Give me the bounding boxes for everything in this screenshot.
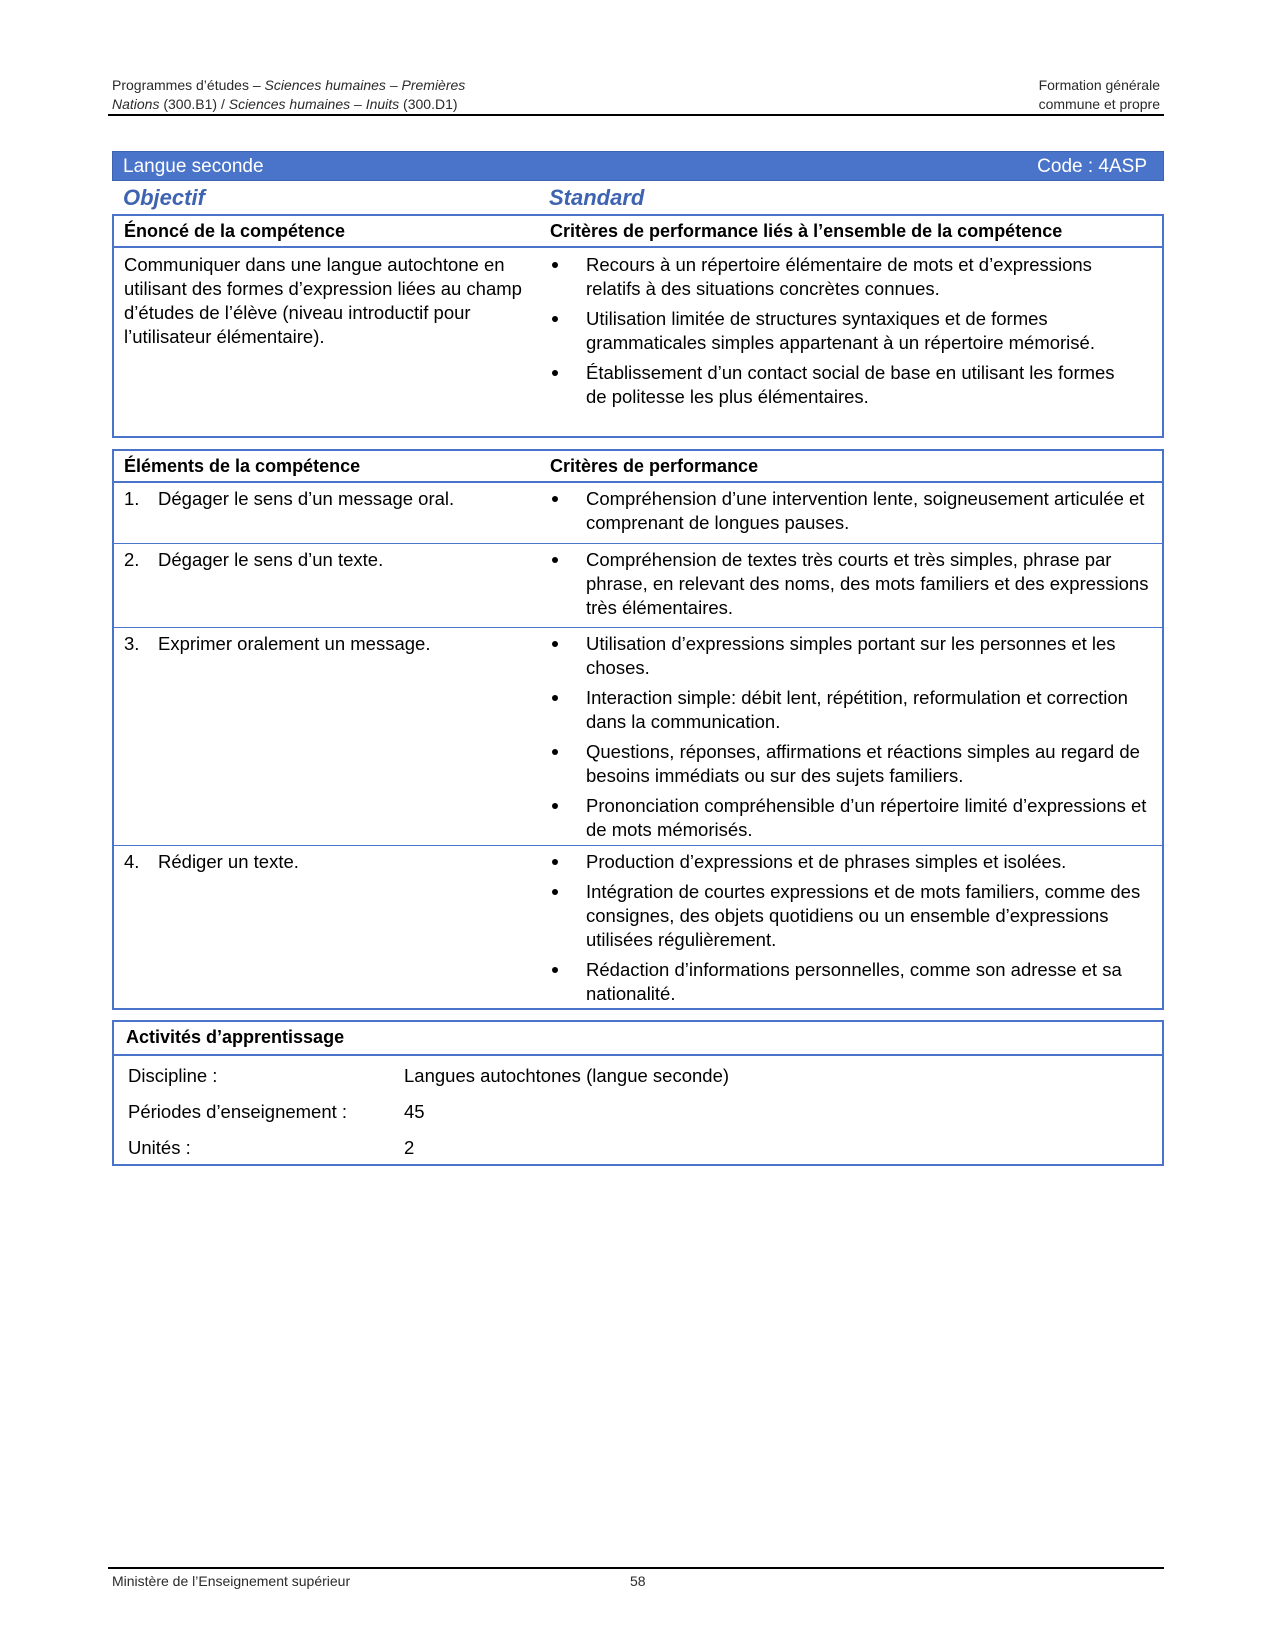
element-row-1: 1. Dégager le sens d’un message oral. Compréhension d’une intervention lente, soigneusement articulée et comprenant de longues pauses.: [114, 483, 1162, 543]
list-item: Compréhension d’une intervention lente, soigneusement articulée et comprenant de longues pauses.: [550, 487, 1150, 535]
bullet-icon: [552, 749, 558, 755]
list-item: Compréhension de textes très courts et très simples, phrase par phrase, en relevant des noms, des mots familiers et des expressions très élémentaires.: [550, 548, 1150, 620]
elements-header-row: [114, 451, 1162, 483]
page-number: 58: [630, 1573, 646, 1589]
list-item: Utilisation limitée de structures syntaxiques et de formes grammaticales simples appartenant à un répertoire mémorisé.: [550, 307, 1140, 355]
activity-row-periods: Périodes d’enseignement : 45: [128, 1101, 425, 1122]
bullet-icon: [552, 695, 558, 701]
list-item: Utilisation d’expressions simples portant sur les personnes et les choses.: [550, 632, 1150, 680]
list-item: Production d’expressions et de phrases simples et isolées.: [550, 850, 1150, 874]
header-right: Formation générale commune et propre: [1038, 77, 1160, 112]
bullet-icon: [552, 803, 558, 809]
criteria-list: [550, 632, 1150, 848]
elements-header: Éléments de la compétence: [124, 456, 361, 476]
bullet-icon: [552, 889, 558, 895]
bullet-icon: [552, 262, 558, 268]
page-footer: [108, 1567, 1164, 1589]
course-title: Langue seconde: [123, 156, 264, 177]
bullet-icon: [552, 967, 558, 973]
element-row-2: 2. Dégager le sens d’un texte. Compréhension de textes très courts et très simples, phrase par phrase, en relevant des noms, des mots familiers et des expressions très élémentaires.: [114, 543, 1162, 627]
page-header: [108, 76, 1164, 116]
bullet-icon: [552, 370, 558, 376]
element-text: Rédiger un texte.: [158, 851, 299, 872]
competence-criteria-list: [550, 253, 1140, 415]
criteria-list: [550, 850, 1150, 1012]
elements-box: [112, 449, 1164, 1010]
header-left: Programmes d’études – Sciences humaines – Premières Nations (300.B1) / Sciences humaines – Inuits (300.D1): [112, 77, 466, 112]
element-text: Dégager le sens d’un texte.: [158, 549, 384, 570]
activities-header: Activités d’apprentissage: [126, 1027, 345, 1047]
competence-header-row: [114, 216, 1162, 248]
elements-criteria-header: Critères de performance: [550, 456, 759, 476]
competence-statement: Communiquer dans une langue autochtone en utilisant des formes d’expression liées au champ d’études de l’élève (niveau introductif pour l’utilisateur élémentaire).: [124, 254, 522, 347]
element-text: Dégager le sens d’un message oral.: [158, 488, 455, 509]
competence-statement-header: Énoncé de la compétence: [124, 221, 346, 241]
list-item: Établissement d’un contact social de base en utilisant les formes de politesse les plus élémentaires.: [550, 361, 1140, 409]
bullet-icon: [552, 859, 558, 865]
bullet-icon: [552, 316, 558, 322]
element-row-3: 3. Exprimer oralement un message. Utilisation d’expressions simples portant sur les personnes et les choses. Interaction simple: débit lent, répétition, reformulation et correction dans la communication. Questions, réponses, affirmations et réactions simples au regard de besoins immédiats ou sur des sujets familiers. Prononciation compréhensible d’un répertoire limité d’expressions et de mots mémorisés.: [114, 627, 1162, 845]
list-item: Recours à un répertoire élémentaire de mots et d’expressions relatifs à des situations concrètes connues.: [550, 253, 1140, 301]
course-code: Code : 4ASP: [1037, 156, 1147, 177]
criteria-list: [550, 487, 1150, 541]
activities-header-row: [114, 1022, 1162, 1056]
bullet-icon: [552, 641, 558, 647]
standard-heading: Standard: [549, 185, 645, 210]
element-row-4: 4. Rédiger un texte. Production d’expressions et de phrases simples et isolées. Intégration de courtes expressions et de mots familiers, comme des consignes, des objets quotidiens ou un ensemble d’expressions utilisées régulièrement. Rédaction d’informations personnelles, comme son adresse et sa nationalité.: [114, 845, 1162, 1008]
list-item: Prononciation compréhensible d’un répertoire limité d’expressions et de mots mémorisés.: [550, 794, 1150, 842]
objectif-heading: Objectif: [123, 185, 205, 210]
element-text: Exprimer oralement un message.: [158, 633, 431, 654]
competence-box: [112, 214, 1164, 438]
criteria-list: [550, 548, 1150, 626]
list-item: Interaction simple: débit lent, répétition, reformulation et correction dans la communication.: [550, 686, 1150, 734]
list-item: Intégration de courtes expressions et de mots familiers, comme des consignes, des objets quotidiens ou un ensemble d’expressions utilisées régulièrement.: [550, 880, 1150, 952]
footer-ministry: Ministère de l’Enseignement supérieur: [112, 1573, 351, 1589]
activity-row-discipline: Discipline : Langues autochtones (langue seconde): [128, 1065, 730, 1086]
activities-box: [112, 1020, 1164, 1166]
competence-criteria-header: Critères de performance liés à l’ensemble de la compétence: [550, 221, 1063, 241]
list-item: Rédaction d’informations personnelles, comme son adresse et sa nationalité.: [550, 958, 1150, 1006]
bullet-icon: [552, 496, 558, 502]
title-bar: [112, 151, 1164, 181]
bullet-icon: [552, 557, 558, 563]
activity-row-units: Unités : 2: [128, 1137, 415, 1158]
list-item: Questions, réponses, affirmations et réactions simples au regard de besoins immédiats ou sur des sujets familiers.: [550, 740, 1150, 788]
